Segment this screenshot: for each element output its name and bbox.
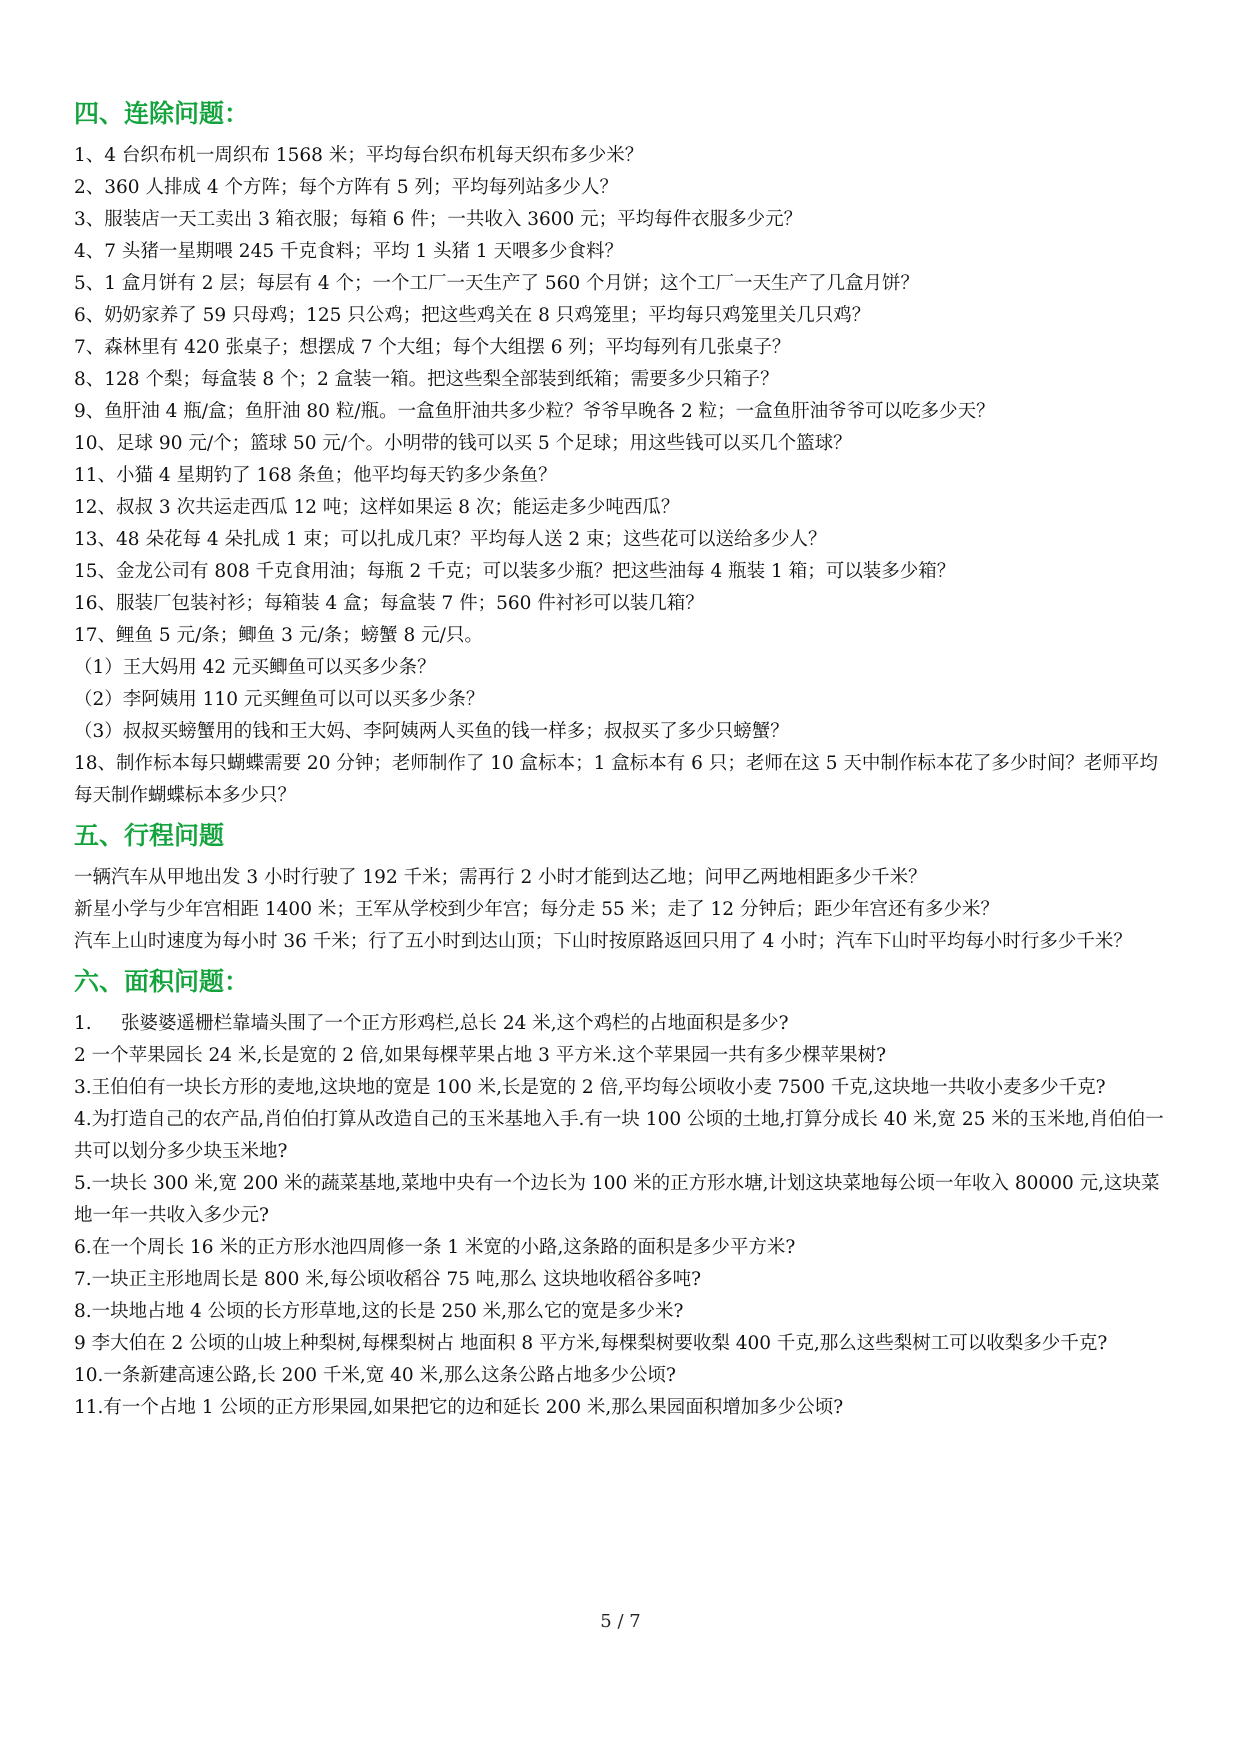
document-page <box>74 96 1169 1424</box>
problem-line: 7.一块正主形地周长是 800 米,每公顷收稻谷 75 吨,那么 这块地收稻谷多吨? <box>74 1269 702 1290</box>
problem-line: 5、1 盒月饼有 2 层；每层有 4 个；一个工厂一天生产了 560 个月饼；这个工厂一天生产了几盒月饼？ <box>74 273 920 294</box>
problem-line: 11.有一个占地 1 公顷的正方形果园,如果把它的边和延长 200 米,那么果园面积增加多少公顷? <box>74 1397 844 1418</box>
problem-line: 10.一条新建高速公路,长 200 千米,宽 40 米,那么这条公路占地多少公顷? <box>74 1365 676 1386</box>
sub-problem-line: （3）叔叔买螃蟹用的钱和王大妈、李阿姨两人买鱼的钱一样多；叔叔买了多少只螃蟹？ <box>74 721 789 742</box>
problem-line: 13、48 朵花每 4 朵扎成 1 束；可以扎成几束？平均每人送 2 束；这些花可以送给多少人？ <box>74 529 827 550</box>
problem-line: 1. 张婆婆遥栅栏靠墙头围了一个正方形鸡栏,总长 24 米,这个鸡栏的占地面积是多少? <box>74 1013 789 1034</box>
sub-problem-line: （2）李阿姨用 110 元买鲤鱼可以可以买多少条？ <box>74 689 485 710</box>
problem-line: 新星小学与少年宫相距 1400 米；王军从学校到少年宫；每分走 55 米；走了 12 分钟后；距少年宫还有多少米？ <box>74 899 999 920</box>
problem-line: 12、叔叔 3 次共运走西瓜 12 吨；这样如果运 8 次；能运走多少吨西瓜？ <box>74 497 680 518</box>
problem-line: 17、鲤鱼 5 元/条；鲫鱼 3 元/条；螃蟹 8 元/只。 <box>74 625 483 646</box>
problem-line: 10、足球 90 元/个；篮球 50 元/个。小明带的钱可以买 5 个足球；用这些钱可以买几个篮球？ <box>74 433 852 454</box>
problem-line: 3、服装店一天工卖出 3 箱衣服；每箱 6 件；一共收入 3600 元；平均每件衣服多少元？ <box>74 209 803 230</box>
problem-line: 11、小猫 4 星期钓了 168 条鱼；他平均每天钓多少条鱼？ <box>74 465 557 486</box>
problem-line: 16、服装厂包装衬衫；每箱装 4 盒；每盒装 7 件；560 件衬衫可以装几箱？ <box>74 593 704 614</box>
problem-line: 15、金龙公司有 808 千克食用油；每瓶 2 千克；可以装多少瓶？把这些油每 4 瓶装 1 箱；可以装多少箱？ <box>74 561 956 582</box>
problem-line: 4.为打造自己的农产品,肖伯伯打算从改造自己的玉米基地入手.有一块 100 公顷的土地,打算分成长 40 米,宽 25 米的玉米地,肖伯伯一共可以划分多少块玉米地? <box>74 1109 1164 1162</box>
problem-line: 4、7 头猪一星期喂 245 千克食料；平均 1 头猪 1 天喂多少食料？ <box>74 241 624 262</box>
problem-line: 5.一块长 300 米,宽 200 米的蔬菜基地,菜地中央有一个边长为 100 米的正方形水塘,计划这块菜地每公顷一年收入 80000 元,这块菜地一年一共收入多少元? <box>74 1173 1160 1226</box>
section-heading: 六、面积问题： <box>74 967 250 996</box>
sub-problem-line: （1）王大妈用 42 元买鲫鱼可以买多少条？ <box>74 657 436 678</box>
problem-line: 6、奶奶家养了 59 只母鸡；125 只公鸡；把这些鸡关在 8 只鸡笼里；平均每只鸡笼里关几只鸡？ <box>74 305 871 326</box>
problem-line: 2、360 人排成 4 个方阵；每个方阵有 5 列；平均每列站多少人？ <box>74 177 619 198</box>
section-heading: 四、连除问题： <box>74 99 250 128</box>
problem-line: 3.王伯伯有一块长方形的麦地,这块地的宽是 100 米,长是宽的 2 倍,平均每公顷收小麦 7500 千克,这块地一共收小麦多少千克? <box>74 1077 1106 1098</box>
problem-line: 9、鱼肝油 4 瓶/盒；鱼肝油 80 粒/瓶。一盒鱼肝油共多少粒？爷爷早晚各 2 粒；一盒鱼肝油爷爷可以吃多少天？ <box>74 401 995 422</box>
problem-line: 18、制作标本每只蝴蝶需要 20 分钟；老师制作了 10 盒标本；1 盒标本有 6 只；老师在这 5 天中制作标本花了多少时间？老师平均每天制作蝴蝶标本多少只？ <box>74 753 1158 806</box>
page-number: 5 / 7 <box>600 1611 641 1632</box>
section-heading: 五、行程问题 <box>74 821 225 850</box>
problem-line: 8.一块地占地 4 公顷的长方形草地,这的长是 250 米,那么它的宽是多少米? <box>74 1301 684 1322</box>
problem-line: 6.在一个周长 16 米的正方形水池四周修一条 1 米宽的小路,这条路的面积是多少平方米? <box>74 1237 796 1258</box>
problem-line: 8、128 个梨；每盒装 8 个；2 盒装一箱。把这些梨全部装到纸箱；需要多少只箱子？ <box>74 369 779 390</box>
section-travel-problems <box>74 818 1169 958</box>
section-division-problems <box>74 96 1169 812</box>
section-area-problems <box>74 964 1169 1424</box>
problem-line: 9 李大伯在 2 公顷的山坡上种梨树,每棵梨树占 地面积 8 平方米,每棵梨树要收梨 400 千克,那么这些梨树工可以收梨多少千克? <box>74 1333 1108 1354</box>
problem-line: 1、4 台织布机一周织布 1568 米；平均每台织布机每天织布多少米？ <box>74 145 644 166</box>
problem-line: 一辆汽车从甲地出发 3 小时行驶了 192 千米；需再行 2 小时才能到达乙地；问甲乙两地相距多少千米？ <box>74 867 927 888</box>
problem-line: 汽车上山时速度为每小时 36 千米；行了五小时到达山顶；下山时按原路返回只用了 4 小时；汽车下山时平均每小时行多少千米？ <box>74 931 1132 952</box>
problem-line: 7、森林里有 420 张桌子；想摆成 7 个大组；每个大组摆 6 列；平均每列有几张桌子？ <box>74 337 791 358</box>
problem-line: 2 一个苹果园长 24 米,长是宽的 2 倍,如果每棵苹果占地 3 平方米.这个苹果园一共有多少棵苹果树? <box>74 1045 887 1066</box>
